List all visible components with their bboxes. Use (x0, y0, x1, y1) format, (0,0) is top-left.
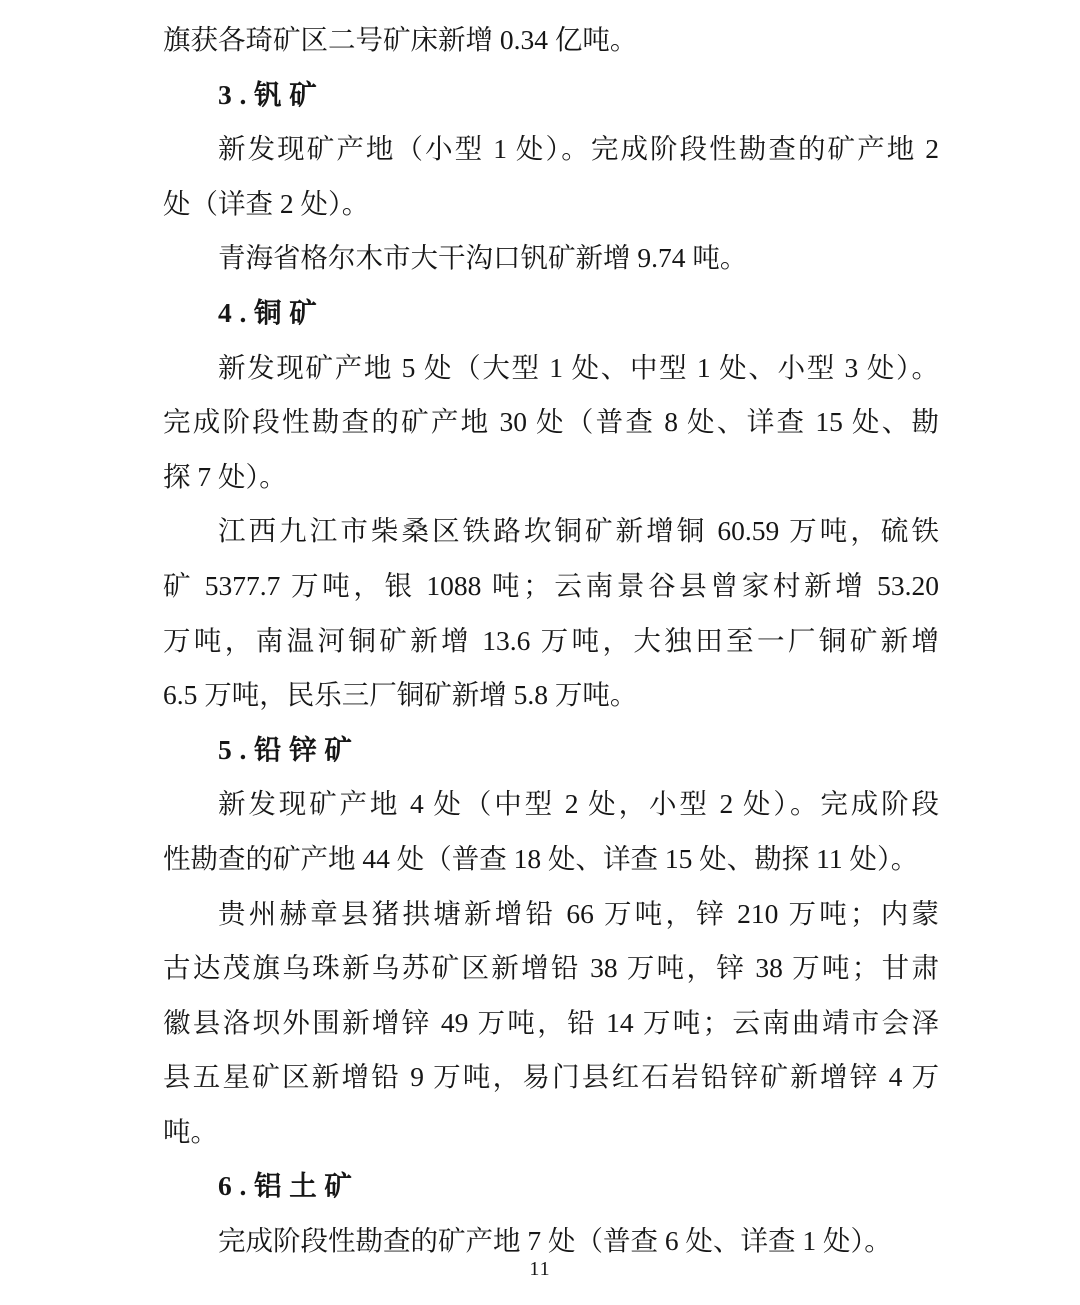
text-line: 完成阶段性勘查的矿产地 30 处（普查 8 处、详查 15 处、勘 (163, 406, 939, 438)
text-line: 6.5 万吨，民乐三厂铜矿新增 5.8 万吨。 (163, 679, 638, 711)
text-line: 新发现矿产地 5 处（大型 1 处、中型 1 处、小型 3 处）。 (218, 351, 939, 383)
section-heading-4-copper (163, 286, 939, 341)
text-line: 吨。 (163, 1115, 218, 1147)
text-line: 探 7 处）。 (163, 460, 287, 492)
paragraph-lead-zinc-summary (163, 777, 939, 886)
text-line: 万吨，南温河铜矿新增 13.6 万吨，大独田至一厂铜矿新增 (163, 624, 939, 656)
page-number: 11 (529, 1258, 551, 1280)
section-heading-6-bauxite (163, 1159, 939, 1214)
section-heading-3-vanadium (163, 68, 939, 123)
text-line: 性勘查的矿产地 44 处（普查 18 处、详查 15 处、勘探 11 处）。 (163, 842, 919, 874)
text-line: 县五星矿区新增铅 9 万吨，易门县红石岩铅锌矿新增锌 4 万 (163, 1061, 939, 1093)
text-line: 新发现矿产地（小型 1 处）。完成阶段性勘查的矿产地 2 (218, 133, 939, 165)
text-line: 徽县洛坝外围新增锌 49 万吨，铅 14 万吨；云南曲靖市会泽 (163, 1006, 939, 1038)
text-line: 新发现矿产地 4 处（中型 2 处，小型 2 处）。完成阶段 (218, 788, 939, 820)
paragraph-copper-detail (163, 504, 939, 722)
text-line: 完成阶段性勘查的矿产地 7 处（普查 6 处、详查 1 处）。 (218, 1225, 892, 1257)
text-line: 贵州赫章县猪拱塘新增铅 66 万吨，锌 210 万吨；内蒙 (218, 897, 939, 929)
text-line: 江西九江市柴桑区铁路坎铜矿新增铜 60.59 万吨，硫铁 (218, 515, 939, 547)
heading-text: 3.钒矿 (218, 78, 325, 110)
paragraph-copper-summary (163, 341, 939, 505)
section-heading-5-lead-zinc (163, 723, 939, 778)
heading-text: 5.铅锌矿 (218, 733, 360, 765)
paragraph-continuation (163, 13, 939, 68)
heading-text: 6.铝土矿 (218, 1170, 360, 1202)
paragraph-vanadium-summary (163, 122, 939, 231)
heading-text: 4.铜矿 (218, 296, 325, 328)
paragraph-lead-zinc-detail (163, 887, 939, 1160)
text-line: 旗获各琦矿区二号矿床新增 0.34 亿吨。 (163, 24, 638, 55)
text-line: 古达茂旗乌珠新乌苏矿区新增铅 38 万吨，锌 38 万吨；甘肃 (163, 952, 939, 984)
text-line: 处（详查 2 处）。 (163, 187, 370, 219)
page-content (163, 13, 939, 1269)
text-line: 矿 5377.7 万吨，银 1088 吨；云南景谷县曾家村新增 53.20 (163, 569, 939, 601)
paragraph-vanadium-detail (163, 231, 939, 286)
text-line: 青海省格尔木市大干沟口钒矿新增 9.74 吨。 (218, 242, 748, 274)
